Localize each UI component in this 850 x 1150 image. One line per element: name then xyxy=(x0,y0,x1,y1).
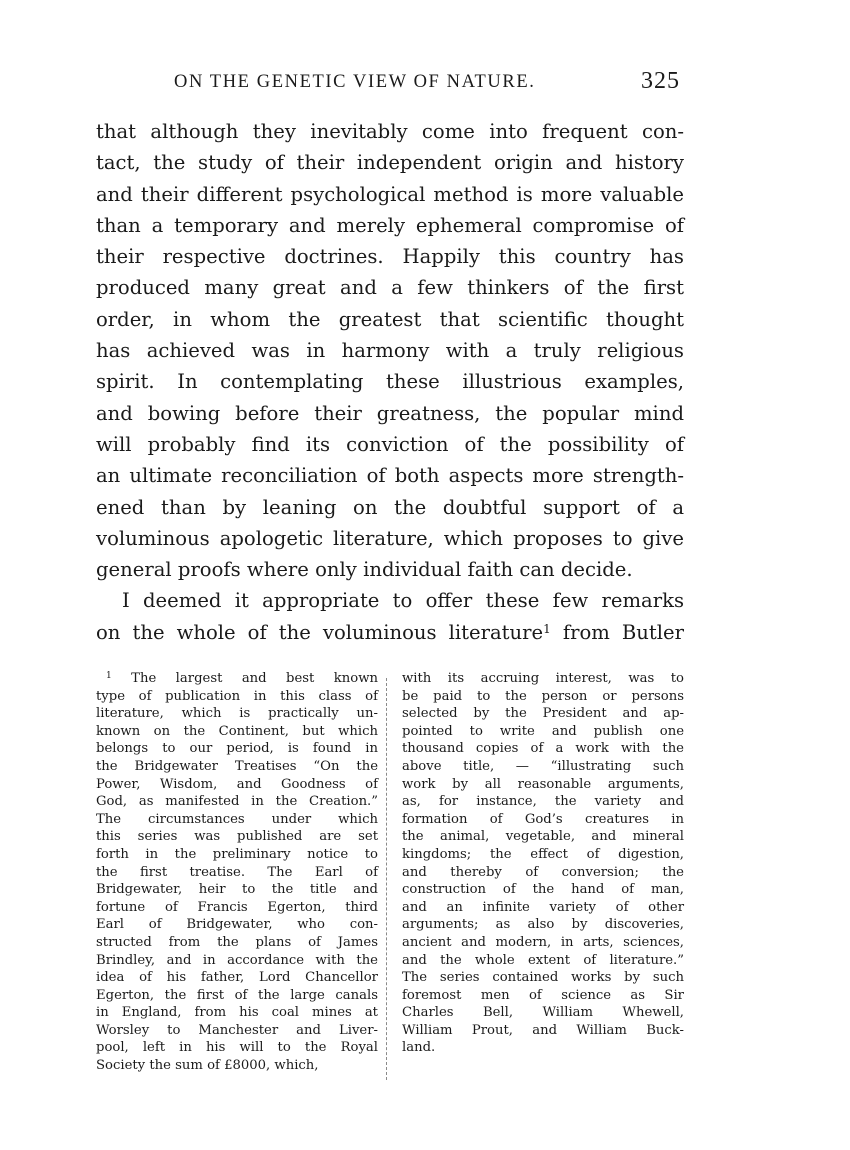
footnote-line: The circumstances under which xyxy=(96,811,378,827)
footnote-line: the animal, vegetable, and mineral xyxy=(402,829,684,845)
footnote-line: above title, — “illustrating such xyxy=(402,758,684,774)
body-line: has achieved was in harmony with a truly religious xyxy=(96,339,684,363)
body-line: tact, the study of their independent origin and history xyxy=(96,151,684,175)
footnote-line: forth in the preliminary notice to xyxy=(96,846,378,862)
footnote-line: idea of his father, Lord Chancellor xyxy=(96,970,378,986)
body-line: will probably find its conviction of the possibility of xyxy=(96,432,684,456)
body-line-text: from Butler xyxy=(550,620,684,644)
footnote-area xyxy=(96,670,684,1090)
body-line: and their different psychological method is more valuable xyxy=(96,182,684,206)
footnote-line: as, for instance, the variety and xyxy=(402,794,684,810)
footnote-line: structed from the plans of James xyxy=(96,934,378,950)
footnote-line: the first treatise. The Earl of xyxy=(96,864,378,880)
column-divider xyxy=(386,678,387,1080)
body-line-text: on the whole of the voluminous literature xyxy=(96,620,544,644)
footnote-line: known on the Continent, but which xyxy=(96,723,378,739)
footnote-line: the Bridgewater Treatises “On the xyxy=(96,758,378,774)
footnote-line: in England, from his coal mines at xyxy=(96,1005,378,1021)
footnote-line: and the whole extent of literature.” xyxy=(402,952,684,968)
footnote-line: William Prout, and William Buck- xyxy=(402,1022,684,1038)
footnote-line: and thereby of conversion; the xyxy=(402,864,684,880)
footnote-line: work by all reasonable arguments, xyxy=(402,776,684,792)
footnote-line: Earl of Bridgewater, who con- xyxy=(96,917,378,933)
footnote-line: arguments; as also by discoveries, xyxy=(402,917,684,933)
footnote-reference[interactable]: 1 xyxy=(543,621,551,636)
footnote-line: this series was published are set xyxy=(96,829,378,845)
footnote-marker: 1 xyxy=(106,671,112,681)
footnote-line: foremost men of science as Sir xyxy=(402,987,684,1003)
body-line: produced many great and a few thinkers of the first xyxy=(96,276,684,300)
footnote-line: with its accruing interest, was to xyxy=(402,671,684,686)
body-line: order, in whom the greatest that scientific thought xyxy=(96,307,684,331)
body-line-with-footnote-ref xyxy=(96,617,684,648)
footnote-line: ancient and modern, in arts, sciences, xyxy=(402,934,684,950)
paragraph-start-line: I deemed it appropriate to offer these few remarks xyxy=(122,589,684,613)
footnote-line: pool, left in his will to the Royal xyxy=(96,1040,378,1056)
footnote-line: fortune of Francis Egerton, third xyxy=(96,899,378,915)
footnote-line: The series contained works by such xyxy=(402,970,684,986)
footnote-line-text: The largest and best known xyxy=(111,671,378,686)
body-line: spirit. In contemplating these illustrious examples, xyxy=(96,370,684,394)
footnote-line: belongs to our period, is found in xyxy=(96,741,378,757)
footnote-line: selected by the President and ap- xyxy=(402,706,684,722)
footnote-line: land. xyxy=(402,1040,436,1056)
footnote-line: Society the sum of £8000, which, xyxy=(96,1058,319,1074)
body-line: an ultimate reconciliation of both aspects more strength- xyxy=(96,464,684,488)
footnote-line: Worsley to Manchester and Liver- xyxy=(96,1022,378,1038)
footnote-line: thousand copies of a work with the xyxy=(402,741,684,757)
body-line: ened than by leaning on the doubtful support of a xyxy=(96,495,684,519)
body-line: than a temporary and merely ephemeral compromise of xyxy=(96,213,684,237)
footnote-line: Bridgewater, heir to the title and xyxy=(96,882,378,898)
footnote-right-column xyxy=(402,670,684,1057)
footnote-line: Brindley, and in accordance with the xyxy=(96,952,378,968)
body-line: their respective doctrines. Happily this country has xyxy=(96,245,684,269)
footnote-line: be paid to the person or persons xyxy=(402,688,684,704)
footnote-line: Power, Wisdom, and Goodness of xyxy=(96,776,378,792)
footnote-line: kingdoms; the effect of digestion, xyxy=(402,846,684,862)
footnote-line: Charles Bell, William Whewell, xyxy=(402,1005,684,1021)
body-line: general proofs where only individual faith can decide. xyxy=(96,558,633,582)
footnote-left-column xyxy=(96,670,378,1075)
page-number: 325 xyxy=(641,68,680,94)
footnote-first-line xyxy=(96,670,378,688)
footnote-line: construction of the hand of man, xyxy=(402,882,684,898)
footnote-line: type of publication in this class of xyxy=(96,688,378,704)
body-line: and bowing before their greatness, the popular mind xyxy=(96,401,684,425)
body-text xyxy=(96,116,684,648)
footnote-line: formation of God’s creatures in xyxy=(402,811,684,827)
body-line: voluminous apologetic literature, which proposes to give xyxy=(96,526,684,550)
footnote-line: and an infinite variety of other xyxy=(402,899,684,915)
footnote-line: literature, which is practically un- xyxy=(96,706,378,722)
footnote-line: God, as manifested in the Creation.” xyxy=(96,794,378,810)
footnote-line: Egerton, the first of the large canals xyxy=(96,987,378,1003)
running-title: ON THE GENETIC VIEW OF NATURE. xyxy=(174,72,536,92)
footnote-line: pointed to write and publish one xyxy=(402,723,684,739)
running-header xyxy=(96,68,680,98)
body-line: that although they inevitably come into frequent con- xyxy=(96,120,684,143)
